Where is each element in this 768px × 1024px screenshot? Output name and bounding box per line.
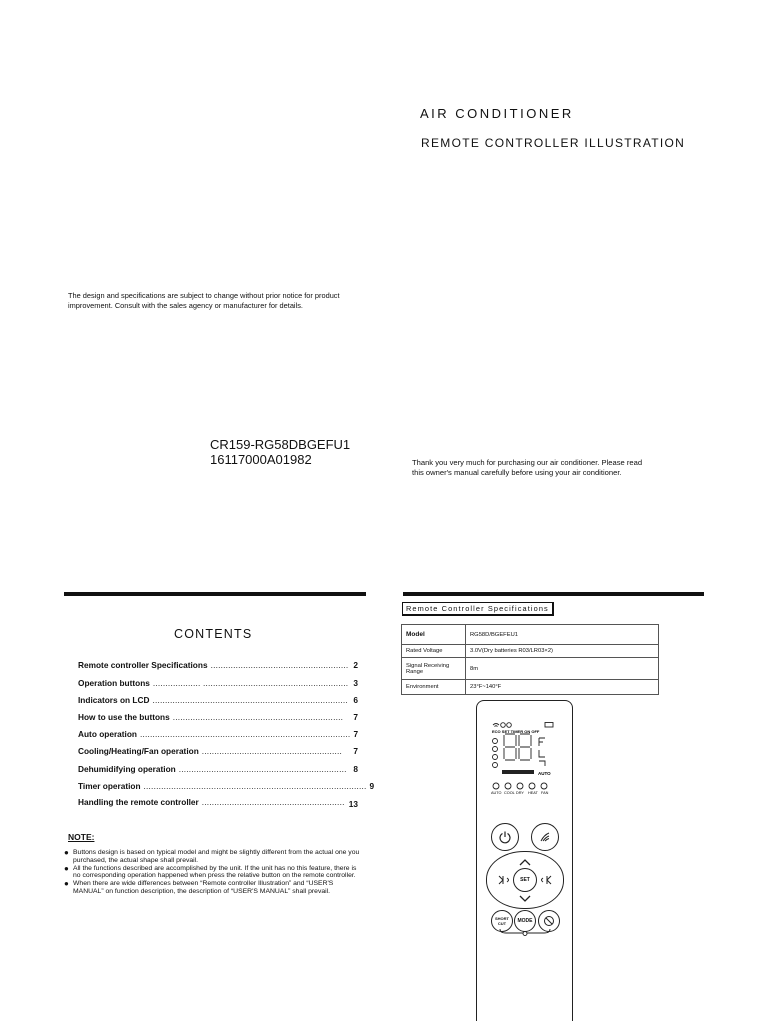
part-number: 16117000A01982 — [210, 452, 312, 467]
divider-right — [403, 592, 704, 596]
toc-item[interactable] — [78, 729, 358, 739]
table-row — [402, 658, 659, 680]
toc-label: Cooling/Heating/Fan operation — [78, 746, 199, 756]
spec-key: Model — [402, 625, 466, 645]
toc-label: Handling the remote controller — [78, 797, 199, 807]
lcd-auto-label: AUTO — [538, 771, 551, 776]
note-text: When there are wide differences between “Remote controller Illustration” and “USER'S MANUAL” on function description, the description of “USER'S MANUAL” shall prevail. — [73, 880, 334, 895]
swing-right-icon — [542, 876, 552, 884]
battery-icon — [545, 723, 553, 728]
cover-subtitle: REMOTE CONTROLLER ILLUSTRATION — [421, 136, 686, 150]
toc-page: 7 — [353, 712, 358, 722]
toc-leader: ................................................................... — [178, 764, 347, 774]
toc-item[interactable] — [78, 695, 358, 705]
note-item — [64, 865, 364, 881]
spec-heading: Remote Controller Specifications — [402, 602, 554, 616]
bullet-icon: ● — [64, 879, 69, 889]
fan-speed-button[interactable] — [531, 823, 559, 851]
bullet-icon: ● — [64, 848, 69, 857]
spec-table — [401, 624, 659, 695]
spec-value: 8m — [466, 658, 659, 680]
spec-key: Rated Voltage — [402, 645, 466, 658]
lcd-mode-label: COOL — [504, 791, 515, 795]
fan-speed-icon — [538, 830, 552, 844]
arrow-up-icon — [520, 860, 530, 865]
spec-key: Environment — [402, 680, 466, 695]
short-cut-button[interactable]: SHORT CUT — [491, 910, 513, 932]
toc-leader: ....................................................... — [210, 660, 349, 670]
toc-leader: .............................................................................. — [152, 695, 348, 705]
note-item — [64, 849, 364, 865]
fan-speed-bar — [502, 770, 534, 774]
mode-button[interactable]: MODE — [514, 910, 536, 932]
spec-key: Signal Receiving Range — [402, 658, 466, 680]
toc-label: Operation buttons — [78, 678, 150, 688]
toc-page: 9 — [369, 781, 375, 791]
note-list — [64, 849, 364, 896]
toc-item[interactable] — [78, 660, 358, 670]
toc-page: 7 — [353, 746, 358, 756]
toc-page: 6 — [353, 695, 358, 705]
lcd-icons — [489, 720, 557, 795]
toc-label: How to use the buttons — [78, 712, 170, 722]
toc-leader: ........................................................ — [201, 746, 343, 756]
divider-left — [64, 592, 366, 596]
toc-item[interactable] — [78, 712, 358, 722]
arrow-down-icon — [520, 896, 530, 901]
contents-title: CONTENTS — [174, 627, 253, 641]
toc-item[interactable] — [78, 797, 358, 809]
model-block — [210, 437, 350, 467]
toc-label: Dehumidifying operation — [78, 764, 176, 774]
lcd-mode-label: AUTO — [491, 791, 502, 795]
table-row — [402, 680, 659, 695]
table-row — [402, 645, 659, 658]
toc-page: 13 — [348, 799, 358, 809]
toc-leader: ......................................................... — [201, 797, 345, 807]
spec-value: 3.0V(Dry batteries R03/LR03×2) — [466, 645, 659, 658]
lcd-top-labels: ECO SET TIMER ON OFF — [492, 729, 540, 734]
power-button[interactable] — [491, 823, 519, 851]
note-text: All the functions described are accomplished by the unit. If the unit has no this feature, there is no corresponding operation happened when press the relative button on the remote controller. — [73, 864, 357, 880]
button-bracket — [499, 929, 551, 937]
toc-item[interactable] — [78, 746, 358, 756]
model-code: CR159-RG58DBGEFU1 — [210, 437, 351, 452]
signal-icon — [493, 724, 499, 727]
note-text: Buttons design is based on typical model and might be slightly different from the actual one you purchased, the actual shape shall prevail. — [73, 849, 360, 864]
lcd-mode-label: HEAT — [528, 791, 538, 795]
toc-page: 2 — [353, 660, 358, 670]
toc-label: Timer operation — [78, 781, 141, 791]
table-row — [402, 625, 659, 645]
toc-item[interactable] — [78, 764, 358, 774]
toc-page: 7 — [353, 729, 359, 739]
toc-leader: .................................................................... — [172, 712, 344, 722]
toc-leader: ................... .......................................................... — [152, 678, 349, 688]
toc-item[interactable] — [78, 678, 358, 688]
spec-value: 23°F~140°F — [466, 680, 659, 695]
swing-left-icon — [499, 876, 509, 884]
lcd-mode-label: DRY — [516, 791, 524, 795]
toc-label: Indicators on LCD — [78, 695, 150, 705]
toc-leader: .................................................................................... — [140, 729, 351, 739]
note-item — [64, 880, 364, 896]
lcd-display — [489, 720, 557, 795]
sleep-icon — [501, 723, 506, 728]
cover-title: AIR CONDITIONER — [420, 106, 574, 121]
no-sign-icon — [543, 915, 555, 927]
turbo-icon — [507, 723, 512, 728]
set-button[interactable]: SET — [513, 868, 537, 892]
power-icon — [498, 830, 512, 844]
bullet-icon: ● — [64, 863, 69, 873]
thanks-text: Thank you very much for purchasing our air conditioner. Please read this owner's manual carefully before using your air conditioner. — [412, 458, 643, 478]
toc-page: 3 — [353, 678, 358, 688]
toc-item[interactable] — [78, 781, 375, 791]
disclaimer-text: The design and specifications are subject to change without prior notice for product improvement. Consult with the sales agency or manufacturer for details. — [68, 291, 340, 310]
toc-page: 8 — [353, 764, 358, 774]
lcd-mode-label: FAN — [541, 791, 549, 795]
toc-label: Auto operation — [78, 729, 137, 739]
toc-label: Remote controller Specifications — [78, 660, 208, 670]
toc-leader: ......................................................................................... — [143, 781, 367, 791]
note-title: NOTE: — [68, 832, 95, 842]
spec-value: RG58D/BGEFEU1 — [466, 625, 659, 645]
